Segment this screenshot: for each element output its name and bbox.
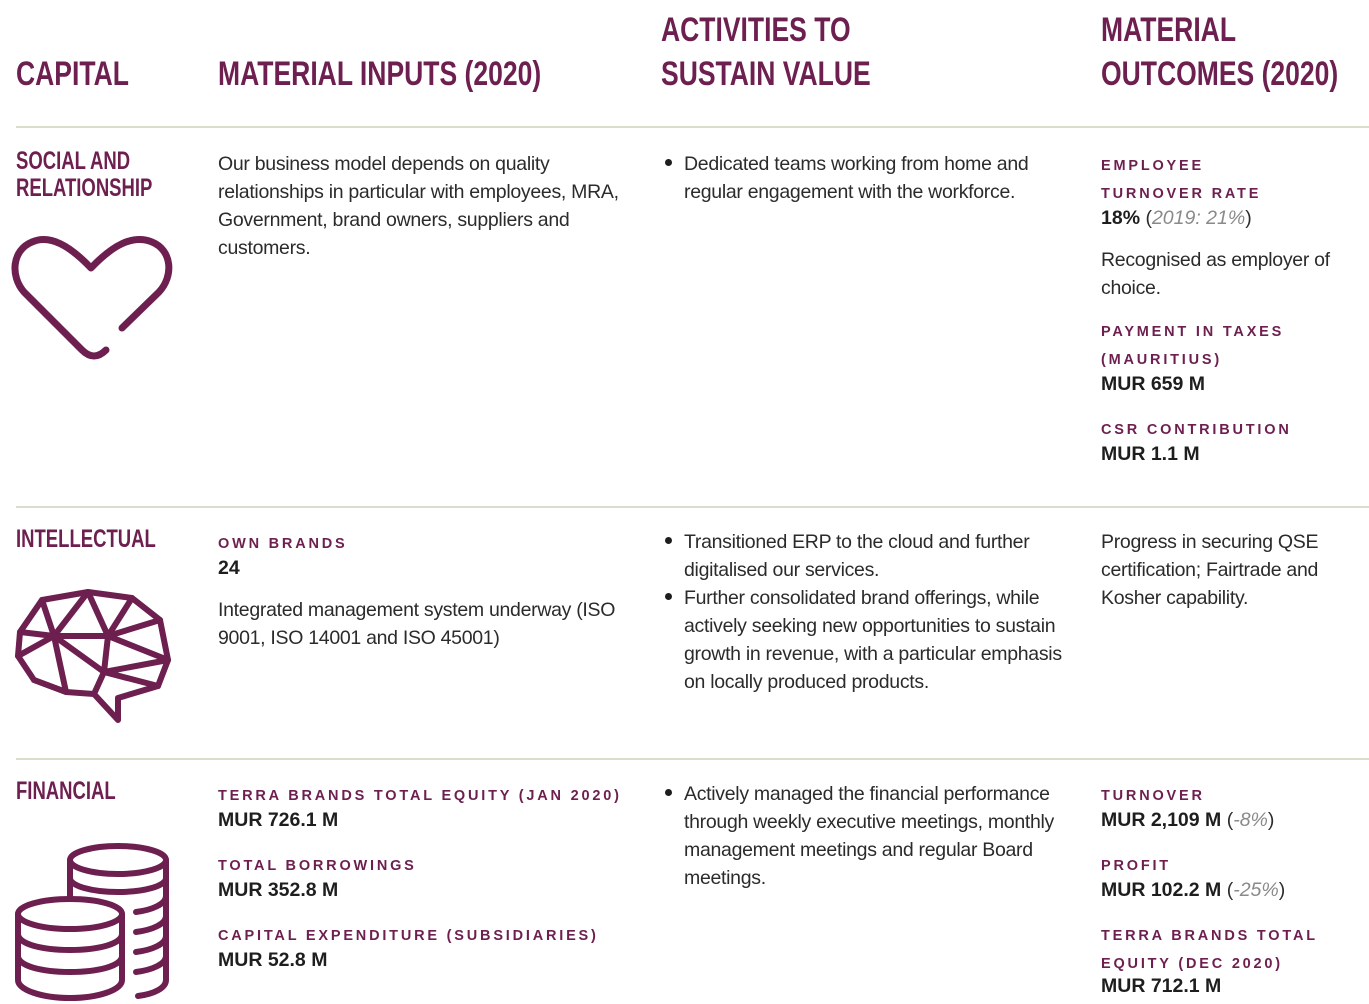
brain-icon [14,588,172,724]
financial-outcomes [1101,782,1369,998]
coins-icon [14,840,174,1004]
row-title-social [16,148,152,202]
taxes-value: MUR 659 M [1101,373,1206,395]
taxes-label-line1: PAYMENT IN TAXES [1101,324,1285,340]
list-item: Further consolidated brand offerings, while actively seeking new opportunities to sustain growth in revenue, with a particular emphasis on locally produced products. [663,584,1083,696]
header-capital: CAPITAL [16,55,129,93]
profit-label: PROFIT [1101,858,1171,874]
csr-value: MUR 1.1 M [1101,443,1200,465]
own-brands-value: 24 [218,557,240,579]
list-item: Transitioned ERP to the cloud and further digitalised our services. [663,528,1083,584]
list-item: Actively managed the financial performance through weekly executive meetings, monthly management meetings and regular Board meetings. [663,780,1083,892]
equity-jan-value: MUR 726.1 M [218,809,339,831]
header-outcomes-line2: OUTCOMES (2020) [1101,55,1339,93]
equity-dec-label-line2: EQUITY (DEC 2020) [1101,956,1283,972]
row-divider-2 [16,758,1369,760]
header-divider [16,126,1369,128]
borrowings-value: MUR 352.8 M [218,879,339,901]
capex-label: CAPITAL EXPENDITURE (SUBSIDIARIES) [218,928,599,944]
own-brands-label: OWN BRANDS [218,536,348,552]
ims-text: Integrated management system underway (ISO 9001, ISO 14001 and ISO 45001) [218,599,616,649]
bullet-icon [665,159,672,166]
header-activities-line2: SUSTAIN VALUE [661,55,871,93]
bullet-icon [665,593,672,600]
intellectual-outcome-text: Progress in securing QSE certification; Fairtrade and Kosher capability. [1101,531,1319,609]
header-outcomes-line1: MATERIAL [1101,11,1237,49]
social-outcomes [1101,152,1369,466]
employee-turnover-value: 18% (2019: 21%) [1101,207,1252,229]
intellectual-inputs [218,530,638,652]
borrowings-label: TOTAL BORROWINGS [218,858,417,874]
financial-inputs [218,782,648,972]
header-outcomes [1101,8,1338,96]
profit-value: MUR 102.2 M (-25%) [1101,879,1286,901]
social-inputs-text: Our business model depends on quality relationships in particular with employees, MRA, Government, brand owners, suppliers and customers. [218,153,619,259]
employer-of-choice-text: Recognised as employer of choice. [1101,249,1330,299]
intellectual-activities-list [663,528,1083,696]
header-activities [661,8,871,96]
heart-icon [14,236,172,362]
header-activities-line1: ACTIVITIES TO [661,11,851,49]
employee-turnover-label-line2: TURNOVER RATE [1101,186,1262,202]
turnover-label: TURNOVER [1101,788,1205,804]
employee-turnover-label-line1: EMPLOYEE [1101,158,1204,174]
equity-jan-label: TERRA BRANDS TOTAL EQUITY (JAN 2020) [218,788,622,804]
bullet-icon [665,537,672,544]
row-title-social-line1: SOCIAL AND [16,147,131,175]
financial-activities-list [663,780,1083,892]
list-item: Dedicated teams working from home and regular engagement with the workforce. [663,150,1073,206]
row-title-social-line2: RELATIONSHIP [16,174,153,202]
header-material-inputs: MATERIAL INPUTS (2020) [218,55,542,93]
turnover-value: MUR 2,109 M (-8%) [1101,809,1275,831]
row-divider-1 [16,506,1369,508]
capex-value: MUR 52.8 M [218,949,328,971]
bullet-icon [665,789,672,796]
equity-dec-value: MUR 712.1 M [1101,975,1222,997]
taxes-label-line2: (MAURITIUS) [1101,352,1223,368]
row-title-financial: FINANCIAL [16,777,116,805]
social-activities-list [663,150,1073,206]
csr-label: CSR CONTRIBUTION [1101,422,1292,438]
row-title-intellectual: INTELLECTUAL [16,525,156,553]
equity-dec-label-line1: TERRA BRANDS TOTAL [1101,928,1318,944]
